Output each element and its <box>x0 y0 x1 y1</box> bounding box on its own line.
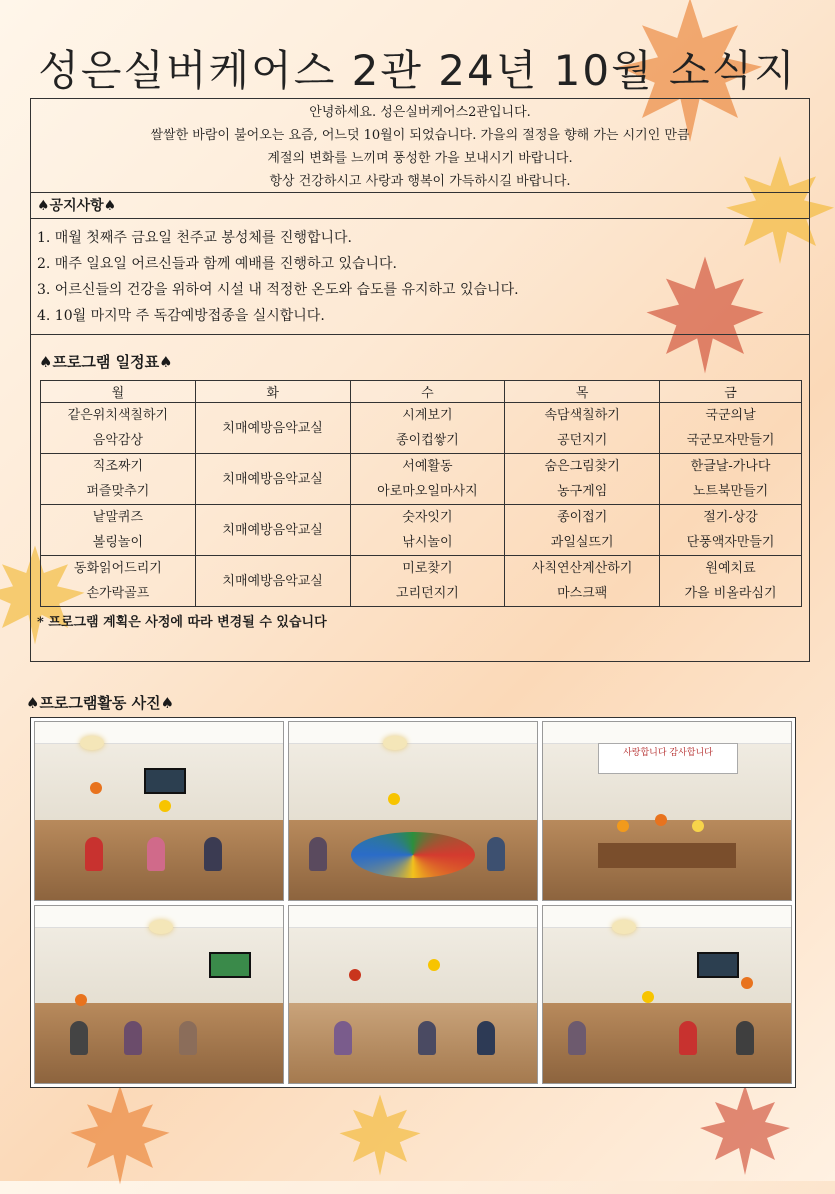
table-cell: 숨은그림찾기 농구게임 <box>505 454 660 505</box>
page-title: 성은실버케어스 2관 24년 10월 소식지 <box>38 46 797 95</box>
table-cell: 직조짜기 퍼즐맞추기 <box>41 454 196 505</box>
header-fri: 금 <box>660 381 802 403</box>
notice-item: 3. 어르신들의 건강을 위하여 시설 내 적정한 온도와 습도를 유지하고 있습니다. <box>37 282 519 298</box>
table-cell: 서예활동 아로마오일마사지 <box>350 454 505 505</box>
program-title: ♠프로그램 일정표♠ <box>39 353 173 371</box>
table-cell: 치매예방음악교실 <box>195 454 350 505</box>
activity-photo-5 <box>288 905 538 1085</box>
activity-photo-1 <box>34 721 284 901</box>
photo-banner: 사랑합니다 감사합니다 <box>598 743 739 773</box>
table-cell: 속담색칠하기 공던지기 <box>505 403 660 454</box>
notice-item: 1. 매월 첫째주 금요일 천주교 봉성체를 진행합니다. <box>37 230 352 246</box>
table-cell: 원예치료 가을 비올라심기 <box>660 556 802 607</box>
newsletter-box <box>30 98 810 662</box>
table-row <box>41 505 802 556</box>
notice-item: 4. 10월 마지막 주 독감예방접종을 실시합니다. <box>37 308 325 324</box>
greeting-line: 계절의 변화를 느끼며 풍성한 가을 보내시기 바랍니다. <box>267 151 573 166</box>
header-wed: 수 <box>350 381 505 403</box>
table-row <box>41 403 802 454</box>
table-cell: 치매예방음악교실 <box>195 556 350 607</box>
header-thu: 목 <box>505 381 660 403</box>
table-cell: 치매예방음악교실 <box>195 505 350 556</box>
table-cell: 숫자잇기 낚시놀이 <box>350 505 505 556</box>
notice-list <box>31 219 809 335</box>
table-row <box>41 454 802 505</box>
header-mon: 월 <box>41 381 196 403</box>
photo-section-title: ♠프로그램활동 사진♠ <box>26 694 175 712</box>
maple-leaf-decoration <box>330 1090 430 1180</box>
activity-photo-2 <box>288 721 538 901</box>
greeting-line: 항상 건강하시고 사랑과 행복이 가득하시길 바랍니다. <box>269 174 571 189</box>
table-cell: 치매예방음악교실 <box>195 403 350 454</box>
program-schedule-table <box>40 380 802 607</box>
activity-photo-6 <box>542 905 792 1085</box>
header-tue: 화 <box>195 381 350 403</box>
table-cell: 시계보기 종이컵쌓기 <box>350 403 505 454</box>
activity-photo-3 <box>542 721 792 901</box>
greeting-section <box>31 99 809 193</box>
table-row <box>41 556 802 607</box>
table-header-row <box>41 381 802 403</box>
table-cell: 낱말퀴즈 볼링놀이 <box>41 505 196 556</box>
table-cell: 동화읽어드리기 손가락골프 <box>41 556 196 607</box>
greeting-line: 안녕하세요. 성은실버케어스2관입니다. <box>309 105 531 120</box>
maple-leaf-decoration <box>690 1080 800 1180</box>
activity-photo-grid <box>30 717 796 1088</box>
notice-title: ♠공지사항♠ <box>31 193 809 219</box>
table-cell: 국군의날 국군모자만들기 <box>660 403 802 454</box>
table-cell: 종이접기 과일실뜨기 <box>505 505 660 556</box>
table-cell: 절기-상강 단풍액자만들기 <box>660 505 802 556</box>
table-cell: 한글날-가나다 노트북만들기 <box>660 454 802 505</box>
notice-item: 2. 매주 일요일 어르신들과 함께 예배를 진행하고 있습니다. <box>37 256 398 272</box>
table-cell: 미로찾기 고리던지기 <box>350 556 505 607</box>
greeting-line: 쌀쌀한 바람이 불어오는 요즘, 어느덧 10월이 되었습니다. 가을의 절정을 향해 가는 시기인 만큼 <box>150 128 690 143</box>
program-note: * 프로그램 계획은 사정에 따라 변경될 수 있습니다 <box>37 615 327 630</box>
activity-photo-4 <box>34 905 284 1085</box>
table-cell: 사칙연산계산하기 마스크팩 <box>505 556 660 607</box>
table-cell: 같은위치색칠하기 음악감상 <box>41 403 196 454</box>
maple-leaf-decoration <box>60 1080 180 1190</box>
